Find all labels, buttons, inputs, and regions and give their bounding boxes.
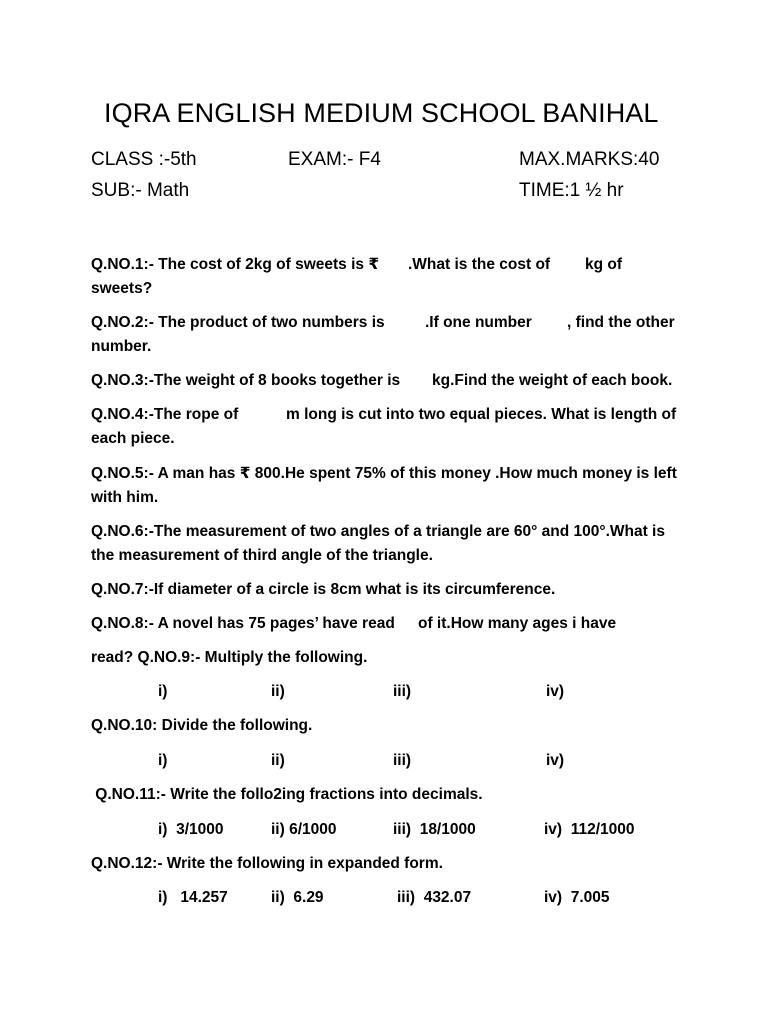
q7-text: Q.NO.7:-If diameter of a circle is 8cm what is its circumference.: [91, 581, 556, 598]
q9-text: read? Q.NO.9:- Multiply the following.: [91, 649, 368, 666]
q12-item-2: ii) 6.29: [271, 889, 324, 906]
q10-item-3: iii): [393, 752, 412, 769]
q10-item-1: i): [158, 752, 168, 769]
q5-text-part1: Q.NO.5:- A man has ₹ 800.He spent 75% of this money .How much money is left: [91, 465, 677, 482]
q2-text-part1: Q.NO.2:- The product of two numbers is: [91, 314, 385, 331]
q3-text-part2: kg.Find the weight of each book.: [432, 372, 673, 389]
q12-item-1: i) 14.257: [158, 889, 228, 906]
q9-item-3: iii): [393, 683, 412, 700]
q2-text-part3: , find the other: [567, 314, 675, 331]
q10-text: Q.NO.10: Divide the following.: [91, 717, 313, 734]
q1-text-part4: sweets?: [91, 280, 153, 297]
max-marks-label: MAX.MARKS:40: [519, 149, 660, 170]
exam-label: EXAM:- F4: [288, 149, 381, 170]
q6-text-part2: the measurement of third angle of the triangle.: [91, 547, 433, 564]
subject-label: SUB:- Math: [91, 180, 190, 201]
q6-text-part1: Q.NO.6:-The measurement of two angles of a triangle are 60° and 100°.What is: [91, 523, 665, 540]
q1-text-part3: kg of: [585, 256, 623, 273]
q9-item-2: ii): [271, 683, 285, 700]
q8-text-part2: of it.How many ages i have: [418, 615, 617, 632]
q5-text-part2: with him.: [91, 489, 159, 506]
q10-item-2: ii): [271, 752, 285, 769]
q1-text-part1: Q.NO.1:- The cost of 2kg of sweets is ₹: [91, 256, 380, 273]
q2-text-part4: number.: [91, 338, 152, 355]
q4-text-part3: each piece.: [91, 430, 175, 447]
q2-text-part2: .If one number: [425, 314, 532, 331]
q11-item-1: i) 3/1000: [158, 821, 224, 838]
q11-item-3: iii) 18/1000: [393, 821, 476, 838]
q9-item-4: iv): [546, 683, 565, 700]
q9-item-1: i): [158, 683, 168, 700]
q4-text-part1: Q.NO.4:-The rope of: [91, 406, 239, 423]
q12-text: Q.NO.12:- Write the following in expanded form.: [91, 855, 443, 872]
q11-text: Q.NO.11:- Write the follo2ing fractions into decimals.: [91, 786, 483, 803]
time-label: TIME:1 ½ hr: [519, 180, 624, 201]
school-title: IQRA ENGLISH MEDIUM SCHOOL BANIHAL: [104, 98, 659, 128]
q12-item-4: iv) 7.005: [544, 889, 610, 906]
q4-text-part2: m long is cut into two equal pieces. What is length of: [286, 406, 677, 423]
q8-text-part1: Q.NO.8:- A novel has 75 pages’ have read: [91, 615, 395, 632]
class-label: CLASS :-5th: [91, 149, 197, 170]
q12-item-3: iii) 432.07: [397, 889, 472, 906]
q11-item-2: ii) 6/1000: [271, 821, 337, 838]
q10-item-4: iv): [546, 752, 565, 769]
q11-item-4: iv) 112/1000: [544, 821, 635, 838]
q1-text-part2: .What is the cost of: [408, 256, 551, 273]
q3-text-part1: Q.NO.3:-The weight of 8 books together is: [91, 372, 401, 389]
